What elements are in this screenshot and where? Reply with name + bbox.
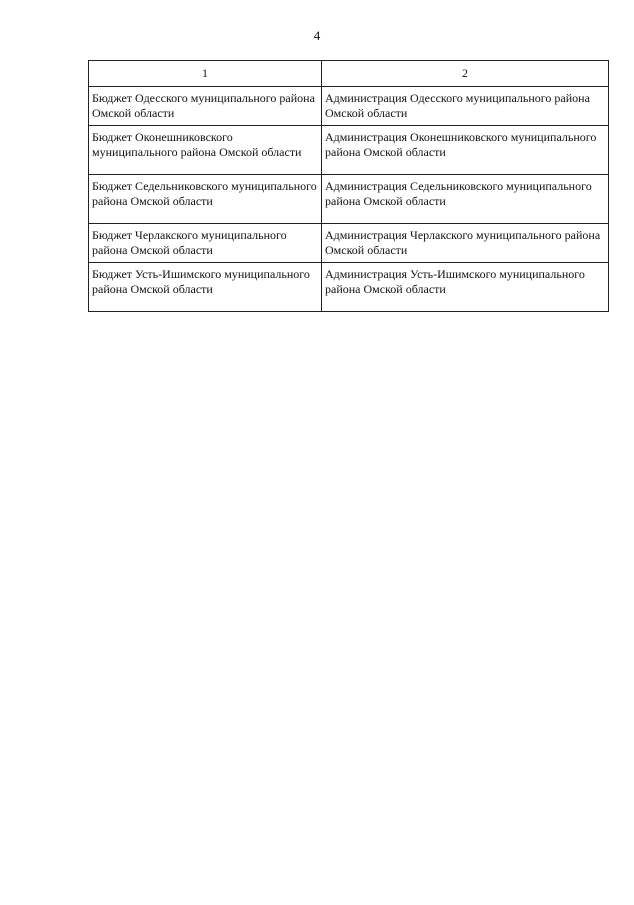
administrator-cell: Администрация Усть-Ишимского муниципального района Омской области: [322, 263, 609, 312]
budget-cell: Бюджет Черлакского муниципального района Омской области: [89, 224, 322, 263]
table-row: [89, 175, 609, 224]
budget-cell: Бюджет Оконешниковского муниципального района Омской области: [89, 126, 322, 175]
table-header-row: [89, 61, 609, 87]
budget-administrators-table: [88, 60, 609, 312]
column-header-2: 2: [322, 61, 609, 87]
budget-cell: Бюджет Седельниковского муниципального района Омской области: [89, 175, 322, 224]
budget-cell: Бюджет Усть-Ишимского муниципального района Омской области: [89, 263, 322, 312]
administrator-cell: Администрация Оконешниковского муниципального района Омской области: [322, 126, 609, 175]
table-row: [89, 126, 609, 175]
administrator-cell: Администрация Седельниковского муниципального района Омской области: [322, 175, 609, 224]
column-header-1: 1: [89, 61, 322, 87]
page-number: 4: [313, 28, 321, 43]
budget-cell: Бюджет Одесского муниципального района Омской области: [89, 87, 322, 126]
table-row: [89, 224, 609, 263]
table-row: [89, 87, 609, 126]
table-row: [89, 263, 609, 312]
administrator-cell: Администрация Черлакского муниципального района Омской области: [322, 224, 609, 263]
administrator-cell: Администрация Одесского муниципального района Омской области: [322, 87, 609, 126]
